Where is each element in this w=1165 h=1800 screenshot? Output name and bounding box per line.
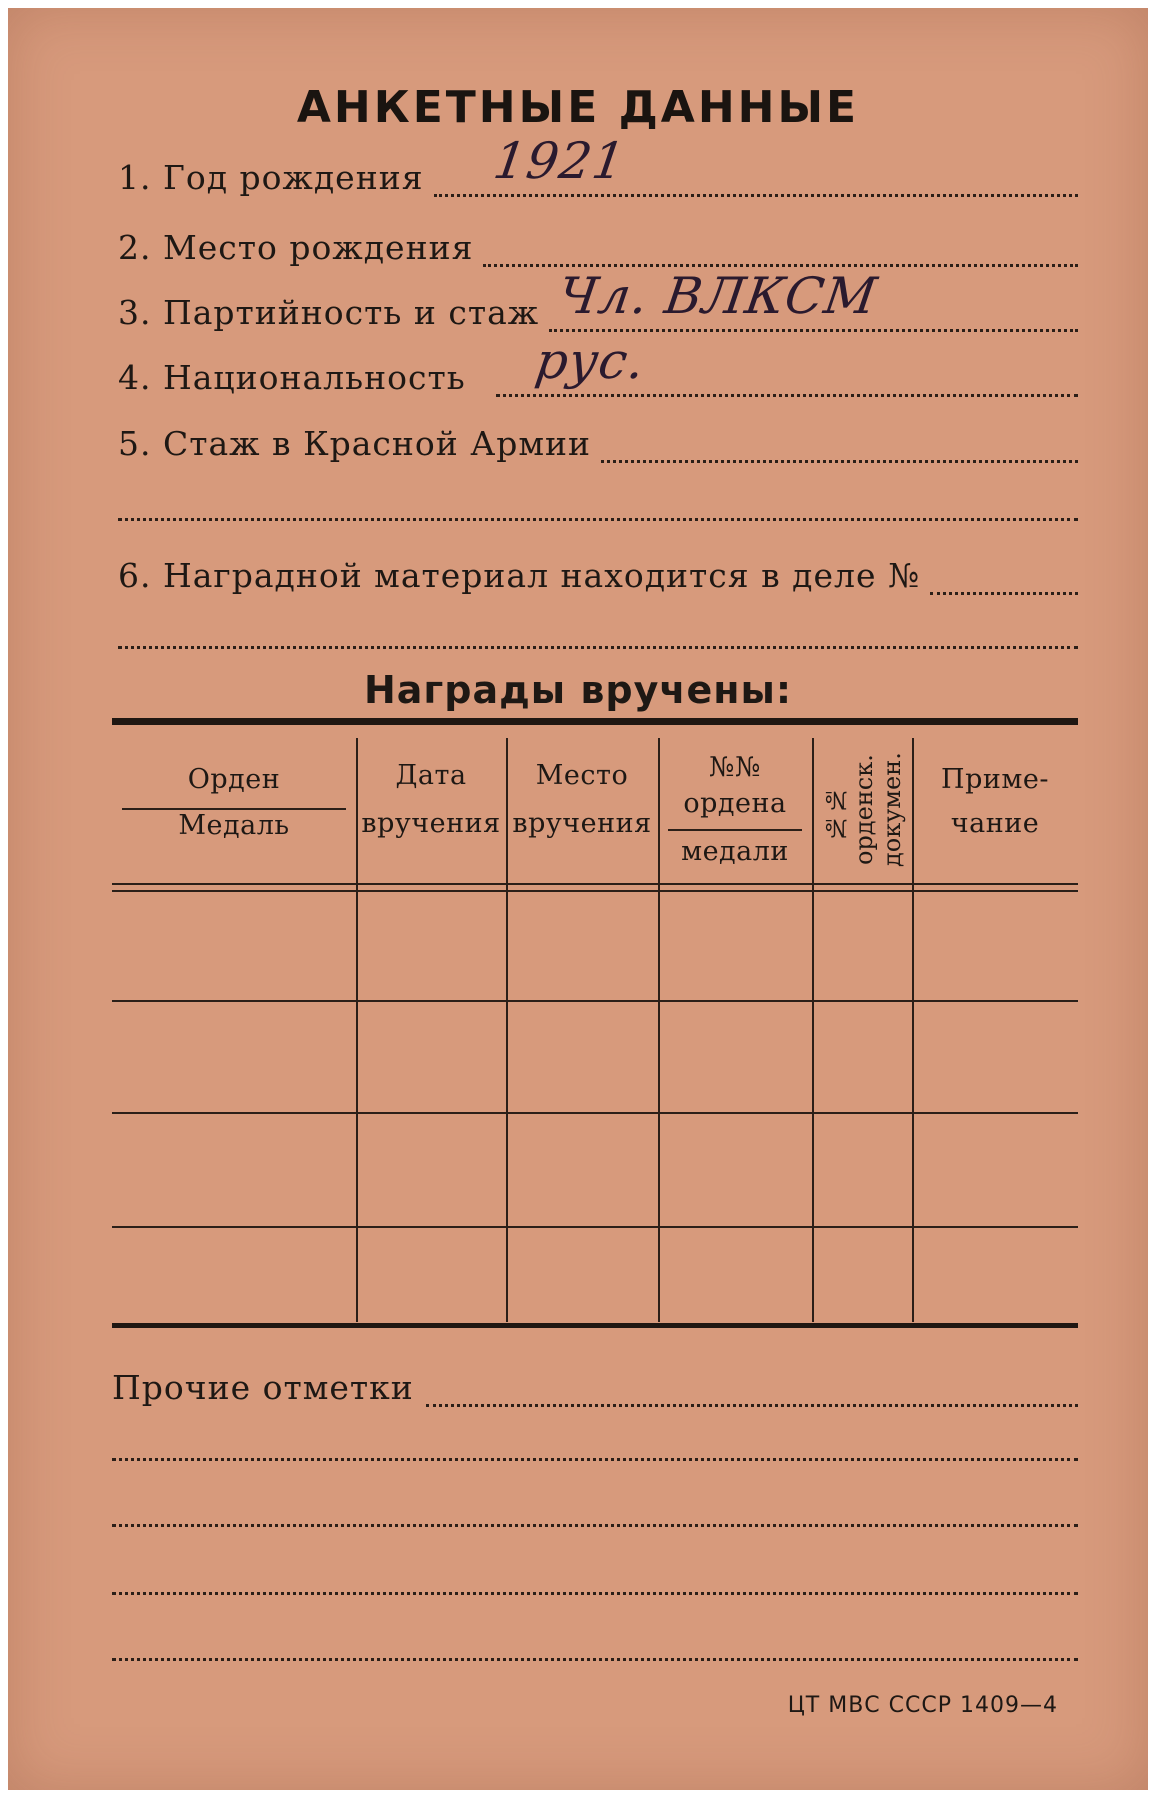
- field-line[interactable]: [426, 1380, 1078, 1407]
- field-party: [118, 267, 1078, 332]
- handwritten-value: 1921: [489, 132, 629, 190]
- field-label: 6. Наградной материал находится в деле №: [118, 556, 921, 595]
- notes-line[interactable]: [112, 1524, 1078, 1527]
- printer-imprint: ЦТ МВС СССР 1409—4: [787, 1693, 1058, 1718]
- continuation-line: [118, 646, 1078, 649]
- field-label: 1. Год рождения: [118, 158, 424, 197]
- header-note-1: Приме-: [941, 764, 1049, 795]
- field-birth-year: [118, 132, 1078, 197]
- header-note-2: чание: [950, 808, 1040, 839]
- header-place-2: вручения: [512, 808, 652, 839]
- notes-line[interactable]: [112, 1658, 1078, 1661]
- field-label: Прочие отметки: [112, 1368, 414, 1407]
- continuation-line: [118, 518, 1078, 521]
- field-line[interactable]: [930, 566, 1078, 595]
- handwritten-value: рус.: [531, 332, 649, 390]
- table-row-line: [112, 1112, 1078, 1114]
- field-label: 5. Стаж в Красной Армии: [118, 424, 592, 463]
- notes-line[interactable]: [112, 1592, 1078, 1595]
- field-line[interactable]: [601, 434, 1078, 463]
- field-line[interactable]: [483, 238, 1078, 267]
- form-sheet: [8, 8, 1148, 1790]
- header-num-top: №№: [708, 752, 762, 783]
- header-medal: Медаль: [178, 810, 290, 841]
- header-date-1: Дата: [395, 760, 467, 791]
- form-title: АНКЕТНЫЕ ДАННЫЕ: [296, 82, 860, 133]
- table-row-line: [112, 1000, 1078, 1002]
- header-rule: [112, 883, 1078, 885]
- notes-line[interactable]: [112, 1458, 1078, 1461]
- header-doc-2: орденск.: [850, 754, 878, 866]
- header-order: Орден: [187, 764, 281, 795]
- header-num-medal: медали: [681, 836, 789, 867]
- table-bottom-rule: [112, 1323, 1078, 1328]
- header-rule: [112, 890, 1078, 892]
- header-place-1: Место: [535, 760, 629, 791]
- field-award-file: [118, 556, 1078, 595]
- awards-title: Награды вручены:: [363, 668, 793, 712]
- field-birth-place: [118, 228, 1078, 267]
- field-label: 4. Национальность: [118, 358, 466, 397]
- field-army-service: [118, 424, 1078, 463]
- field-label: 2. Место рождения: [118, 228, 474, 267]
- field-line[interactable]: [549, 267, 1078, 332]
- table-row-line: [112, 1226, 1078, 1228]
- header-doc-3: докумен.: [878, 752, 906, 868]
- field-line[interactable]: [496, 332, 1078, 397]
- header-num-order: ордена: [683, 788, 787, 819]
- column-divider: [812, 738, 814, 1322]
- table-top-rule: [112, 718, 1078, 725]
- header-doc-1: №№: [822, 786, 850, 842]
- handwritten-value: Чл. ВЛКСМ: [555, 267, 882, 325]
- header-split: [668, 829, 802, 831]
- field-label: 3. Партийность и стаж: [118, 293, 540, 332]
- awards-table: [112, 718, 1078, 1328]
- field-nationality: [118, 332, 1078, 397]
- field-line[interactable]: [434, 132, 1078, 197]
- column-divider: [658, 738, 660, 1322]
- header-date-2: вручения: [361, 808, 501, 839]
- field-other-notes: [112, 1368, 1078, 1407]
